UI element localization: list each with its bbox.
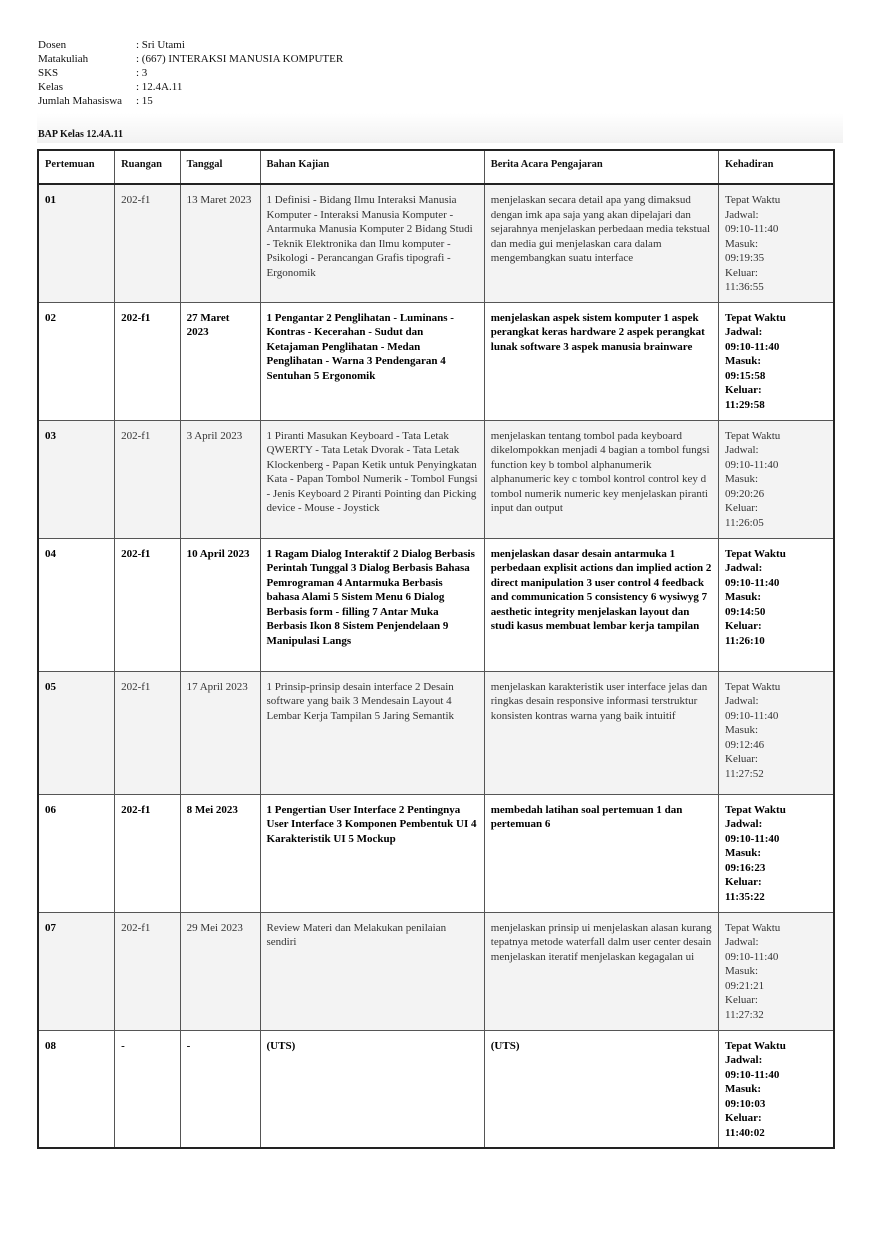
info-label: Dosen [38,39,67,51]
header-berita-acara: Berita Acara Pengajaran [484,150,718,184]
kehadiran-line: Tepat Waktu [725,680,781,693]
info-row-dosen [38,38,343,52]
cell-tanggal: 8 Mei 2023 [180,794,260,912]
kehadiran-line: 09:20:26 [725,487,765,500]
info-label: Matakuliah [38,53,89,65]
kehadiran-line: Jadwal: [725,444,759,456]
kehadiran-line: 11:36:55 [725,281,764,293]
kehadiran-line: 11:27:52 [725,767,764,780]
kehadiran-line: 09:21:21 [725,979,765,992]
cell-ruangan: 202-f1 [115,184,181,302]
kehadiran-line: Keluar: [725,620,762,632]
kehadiran-line: Tepat Waktu [725,194,781,206]
kehadiran-line: 11:35:22 [725,890,765,903]
cell-berita-acara: menjelaskan aspek sistem komputer 1 aspek perangkat keras hardware 2 aspek perangkat lunak software 3 aspek manusia brainware [484,302,718,420]
kehadiran-line: Tepat Waktu [725,547,786,560]
table-row [38,420,834,538]
cell-berita-acara: membedah latihan soal pertemuan 1 dan pertemuan 6 [484,794,718,912]
kehadiran-line: Keluar: [725,384,762,396]
kehadiran-line: 11:26:10 [725,634,765,647]
cell-ruangan: 202-f1 [115,794,181,912]
cell-tanggal: 10 April 2023 [180,538,260,671]
kehadiran-line: Tepat Waktu [725,429,781,442]
kehadiran-line: Keluar: [725,1112,762,1124]
table-row [38,794,834,912]
info-row-jumlah-mahasiswa [38,94,343,108]
cell-pertemuan: 01 [38,184,115,302]
cell-tanggal: 3 April 2023 [180,420,260,538]
header-ruangan: Ruangan [115,150,181,184]
header-kehadiran: Kehadiran [719,150,835,184]
header-row [38,150,834,184]
kehadiran-line: Tepat Waktu [725,1039,786,1052]
table-row [38,538,834,671]
kehadiran-line: Jadwal: [725,936,759,948]
cell-berita-acara: menjelaskan dasar desain antarmuka 1 perbedaan explisit actions dan implied action 2 direct manipulation 3 user control 4 feedback and communication 5 consistency 6 wysiwyg 7 aesthetic integrity menjelaskan layout dan studi kasus membuat lembar kerja tampilan [484,538,718,671]
header-bahan-kajian: Bahan Kajian [260,150,484,184]
kehadiran-line: Keluar: [725,753,758,765]
kehadiran-line: 09:10-11:40 [725,832,780,845]
kehadiran-line: 09:10-11:40 [725,340,780,353]
cell-bahan-kajian: 1 Ragam Dialog Interaktif 2 Dialog Berbasis Perintah Tunggal 3 Dialog Berbasis Bahasa Pemrograman 4 Antarmuka Berbasis bahasa Alami 5 Sistem Menu 6 Dialog Berbasis form - filling 7 Antar Muka Berbasis Ikon 8 Sistem Penjendelaan 9 Manipulasi Langs [260,538,484,671]
cell-ruangan: 202-f1 [115,912,181,1030]
kehadiran-line: Keluar: [725,994,758,1006]
course-info [38,38,343,108]
kehadiran-line: 09:15:58 [725,369,766,382]
kehadiran-line: Jadwal: [725,326,763,338]
info-label: Kelas [38,81,64,93]
cell-berita-acara: menjelaskan karakteristik user interface jelas dan ringkas desain responsive informasi terstruktur konsisten kontras warna yang baik intuitif [484,671,718,794]
table-row [38,302,834,420]
kehadiran-line: Jadwal: [725,1054,763,1066]
cell-bahan-kajian: Review Materi dan Melakukan penilaian sendiri [260,912,484,1030]
table-body [38,184,834,1148]
cell-pertemuan: 03 [38,420,115,538]
header-tanggal: Tanggal [180,150,260,184]
cell-kehadiran [719,794,835,912]
kehadiran-line: 11:29:58 [725,398,765,411]
kehadiran-line: Keluar: [725,266,758,279]
info-value: : (667) INTERAKSI MANUSIA KOMPUTER [136,53,344,65]
kehadiran-line: Masuk: [725,1083,762,1095]
kehadiran-line: 09:10-11:40 [725,950,779,963]
cell-bahan-kajian: 1 Pengantar 2 Penglihatan - Luminans - Kontras - Kecerahan - Sudut dan Ketajaman Penglihatan - Medan Penglihatan - Warna 3 Pendengaran 4 Sentuhan 5 Ergonomik [260,302,484,420]
kehadiran-line: 11:26:05 [725,516,764,529]
kehadiran-line: Tepat Waktu [725,803,786,816]
info-value: : 12.4A.11 [136,81,183,93]
cell-tanggal: 13 Maret 2023 [180,184,260,302]
cell-bahan-kajian: 1 Piranti Masukan Keyboard - Tata Letak QWERTY - Tata Letak Dvorak - Tata Letak Klockenberg - Papan Ketik untuk Penyingkatan Kata - Papan Tombol Numerik - Tombol Fungsi - Jenis Keyboard 2 Piranti Pointing dan Picking device - Mouse - Joystick [260,420,484,538]
kehadiran-line: 09:10-11:40 [725,709,779,722]
kehadiran-line: Jadwal: [725,695,759,707]
cell-pertemuan: 07 [38,912,115,1030]
bap-title-bar [37,113,843,143]
kehadiran-line: 09:10-11:40 [725,458,779,471]
cell-kehadiran [719,912,835,1030]
kehadiran-line: 09:14:50 [725,605,766,618]
cell-pertemuan: 05 [38,671,115,794]
kehadiran-line: 09:16:23 [725,861,766,874]
kehadiran-line: Masuk: [725,965,758,977]
kehadiran-line: 09:10-11:40 [725,576,780,589]
table-row [38,912,834,1030]
info-value: : 3 [136,67,148,79]
kehadiran-line: Jadwal: [725,562,763,574]
cell-kehadiran [719,671,835,794]
cell-tanggal: 17 April 2023 [180,671,260,794]
cell-kehadiran [719,184,835,302]
kehadiran-line: 11:27:32 [725,1008,764,1021]
cell-kehadiran [719,302,835,420]
info-value: : Sri Utami [136,39,185,51]
cell-tanggal: 27 Maret 2023 [180,302,260,420]
cell-berita-acara: (UTS) [484,1030,718,1148]
kehadiran-line: Jadwal: [725,818,763,830]
header-pertemuan: Pertemuan [38,150,115,184]
info-row-matakuliah [38,52,343,66]
table-row [38,1030,834,1148]
cell-berita-acara: menjelaskan tentang tombol pada keyboard dikelompokkan menjadi 4 bagian a tombol fungsi function key b tombol alphanumerik alphanumeric key c tombol kontrol control key d tombol numerik numeric key menjelaskan piranti input dan output [484,420,718,538]
info-label: SKS [38,67,59,79]
cell-bahan-kajian: 1 Pengertian User Interface 2 Pentingnya User Interface 3 Komponen Pembentuk UI 4 Karakteristik UI 5 Mockup [260,794,484,912]
cell-ruangan: 202-f1 [115,538,181,671]
cell-bahan-kajian: 1 Definisi - Bidang Ilmu Interaksi Manusia Komputer - Interaksi Manusia Komputer - Antarmuka Manusia Komputer 2 Bidang Studi - Teknik Elektronika dan Ilmu komputer - Psikologi - Perancangan Grafis tipografi - Ergonomik [260,184,484,302]
kehadiran-line: Tepat Waktu [725,921,781,934]
info-value: : 15 [136,95,153,107]
kehadiran-line: Masuk: [725,591,762,603]
kehadiran-line: Masuk: [725,237,758,250]
kehadiran-line: Masuk: [725,847,762,859]
cell-kehadiran [719,420,835,538]
kehadiran-line: Masuk: [725,355,762,367]
kehadiran-line: Masuk: [725,724,758,736]
cell-ruangan: - [115,1030,181,1148]
info-label: Jumlah Mahasiswa [38,95,123,107]
cell-pertemuan: 08 [38,1030,115,1148]
cell-tanggal: - [180,1030,260,1148]
kehadiran-line: Keluar: [725,502,758,514]
kehadiran-line: 11:40:02 [725,1126,765,1139]
kehadiran-line: Keluar: [725,876,762,888]
cell-pertemuan: 06 [38,794,115,912]
kehadiran-line: 09:10-11:40 [725,1068,780,1081]
info-row-kelas [38,80,343,94]
kehadiran-line: 09:12:46 [725,738,765,751]
cell-tanggal: 29 Mei 2023 [180,912,260,1030]
cell-pertemuan: 04 [38,538,115,671]
kehadiran-line: 09:10-11:40 [725,223,779,235]
cell-berita-acara: menjelaskan prinsip ui menjelaskan alasan kurang tepatnya metode waterfall dalm user center desain menjelaskan iteratif menjelaskan kegagalan ui [484,912,718,1030]
info-row-sks [38,66,343,80]
cell-kehadiran [719,538,835,671]
kehadiran-line: 09:10:03 [725,1097,766,1110]
cell-kehadiran [719,1030,835,1148]
kehadiran-line: Jadwal: [725,208,759,221]
cell-ruangan: 202-f1 [115,420,181,538]
cell-ruangan: 202-f1 [115,671,181,794]
cell-bahan-kajian: (UTS) [260,1030,484,1148]
table-header [38,150,834,184]
bap-table [37,149,835,1149]
table-row [38,671,834,794]
bap-title: BAP Kelas 12.4A.11 [38,129,124,140]
cell-pertemuan: 02 [38,302,115,420]
cell-berita-acara: menjelaskan secara detail apa yang dimaksud dengan imk apa saja yang akan dipelajari dan sejarahnya menjelaskan perbedaan media tekstual dan media gui menjelaskan cara dalam mengembangkan suatu interface [484,184,718,302]
cell-bahan-kajian: 1 Prinsip-prinsip desain interface 2 Desain software yang baik 3 Mendesain Layout 4 Lembar Kerja Tampilan 5 Jaring Semantik [260,671,484,794]
table-row [38,184,834,302]
kehadiran-line: 09:19:35 [725,252,765,264]
kehadiran-line: Masuk: [725,473,758,485]
cell-ruangan: 202-f1 [115,302,181,420]
kehadiran-line: Tepat Waktu [725,311,786,324]
